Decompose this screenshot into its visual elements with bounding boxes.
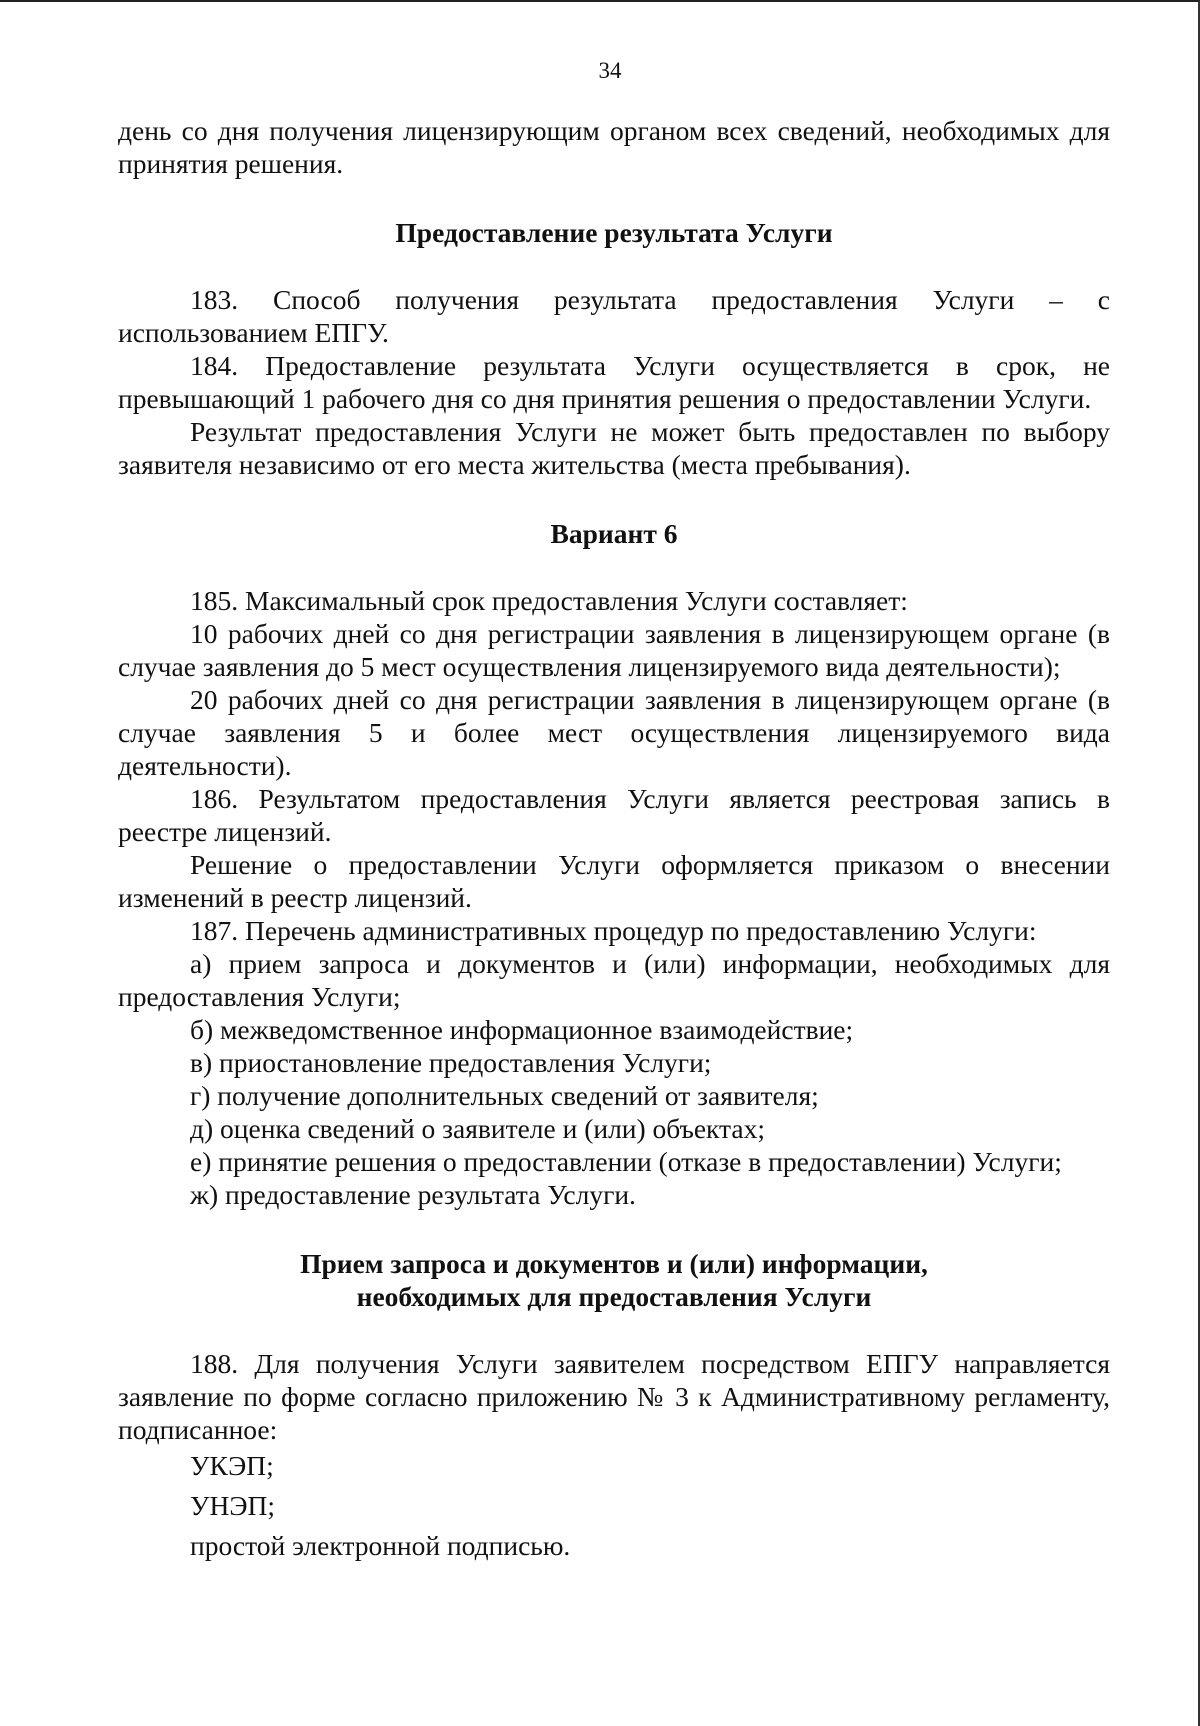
procedure-item: д) оценка сведений о заявителе и (или) объектах;	[190, 1113, 765, 1144]
paragraph-186b: Решение о предоставлении Услуги оформляется приказом о внесении изменений в реестр лицензий.	[118, 849, 1110, 913]
paragraph-188: 188. Для получения Услуги заявителем посредством ЕПГУ направляется заявление по форме согласно приложению № 3 к Административному регламенту, подписанное:	[118, 1348, 1110, 1445]
paragraph-185a: 10 рабочих дней со дня регистрации заявления в лицензирующем органе (в случае заявления до 5 мест осуществления лицензируемого вида деятельности);	[118, 618, 1110, 682]
procedure-item: а) прием запроса и документов и (или) информации, необходимых для предоставления Услуги;	[118, 948, 1110, 1012]
paragraph-185b: 20 рабочих дней со дня регистрации заявления в лицензирующем органе (в случае заявления 5 и более мест осуществления лицензируемого вида деятельности).	[118, 684, 1110, 781]
procedure-item: ж) предоставление результата Услуги.	[190, 1179, 636, 1210]
spacer	[118, 180, 1110, 216]
heading-request-line-2: необходимых для предоставления Услуги	[356, 1281, 872, 1312]
procedure-item: г) получение дополнительных сведений от заявителя;	[190, 1080, 819, 1111]
paragraph-185: 185. Максимальный срок предоставления Услуги составляет:	[190, 585, 908, 616]
paragraph-187: 187. Перечень административных процедур по предоставлению Услуги:	[190, 915, 1037, 946]
paragraph-186: 186. Результатом предоставления Услуги является реестровая запись в реестре лицензий.	[118, 783, 1110, 847]
spacer	[118, 550, 1110, 584]
spacer	[118, 481, 1110, 517]
paragraph-183: 183. Способ получения результата предоставления Услуги – с использованием ЕПГУ.	[118, 284, 1110, 348]
spacer	[118, 1313, 1110, 1347]
signature-type-item: УНЭП;	[190, 1490, 275, 1521]
procedure-item: б) межведомственное информационное взаимодействие;	[190, 1014, 854, 1045]
spacer	[118, 249, 1110, 283]
procedure-item: е) принятие решения о предоставлении (отказе в предоставлении) Услуги;	[190, 1146, 1062, 1177]
signature-type-item: УКЭП;	[190, 1450, 274, 1481]
heading-request-line-1: Прием запроса и документов и (или) информации,	[300, 1248, 928, 1279]
document-body	[118, 114, 1110, 1566]
heading-result: Предоставление результата Услуги	[395, 217, 833, 248]
spacer	[118, 1211, 1110, 1247]
page-number: 34	[598, 58, 622, 83]
procedure-item: в) приостановление предоставления Услуги;	[190, 1047, 712, 1078]
intro-continuation: день со дня получения лицензирующим органом всех сведений, необходимых для принятия решения.	[118, 115, 1110, 179]
paragraph-184b: Результат предоставления Услуги не может быть предоставлен по выбору заявителя независимо от его места жительства (места пребывания).	[118, 416, 1110, 480]
paragraph-184: 184. Предоставление результата Услуги осуществляется в срок, не превышающий 1 рабочего дня со дня принятия решения о предоставлении Услуги.	[118, 350, 1110, 414]
signature-type-item: простой электронной подписью.	[190, 1530, 571, 1561]
heading-variant-6: Вариант 6	[550, 518, 678, 549]
